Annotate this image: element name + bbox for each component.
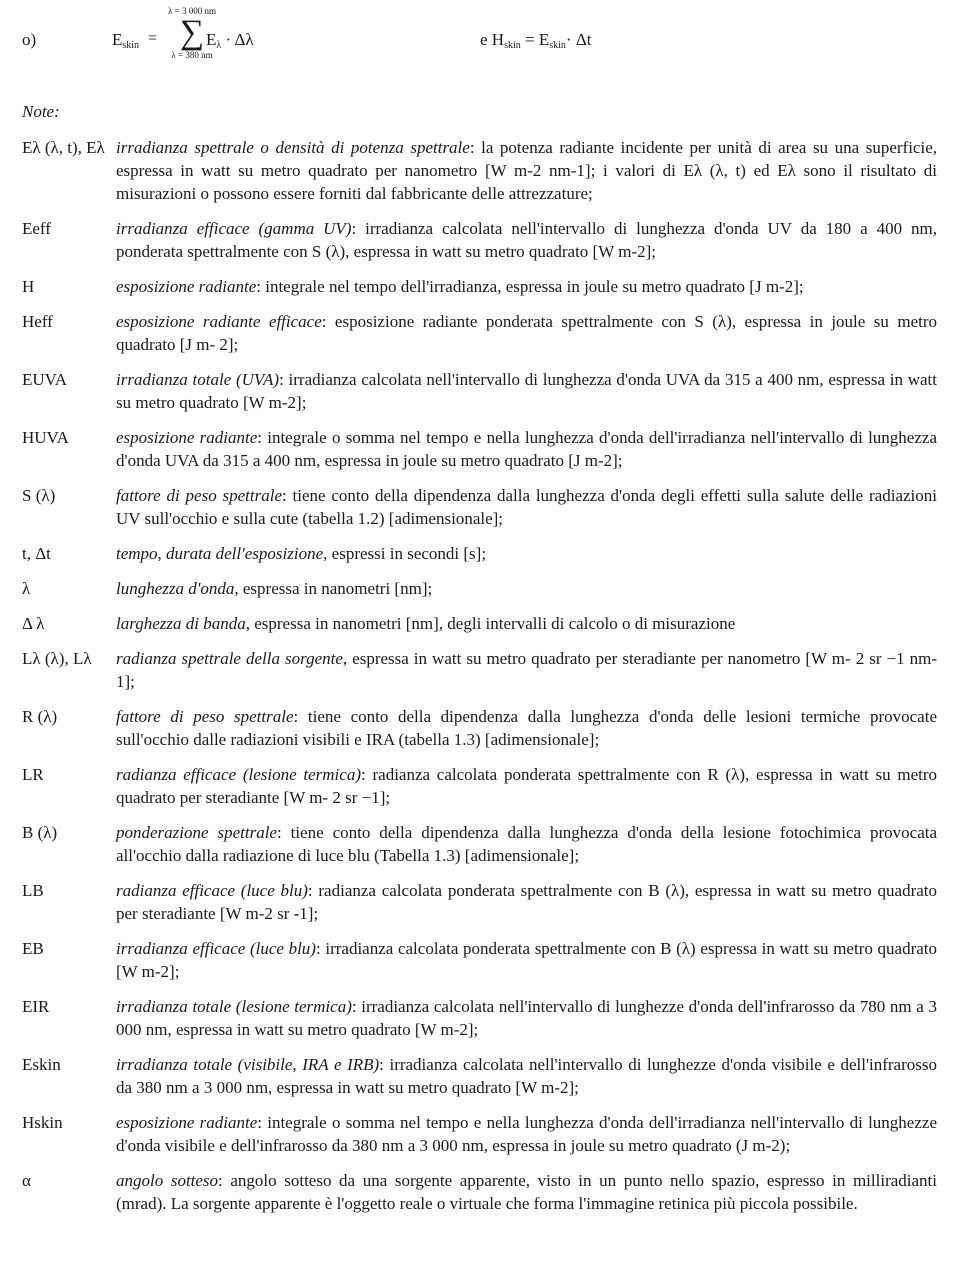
definition-item xyxy=(22,275,937,298)
definition-item xyxy=(22,136,937,205)
definition-text-block xyxy=(116,937,937,983)
definition-symbol: Eeff xyxy=(22,219,51,238)
definition-text-block xyxy=(116,879,937,925)
formula-second xyxy=(480,30,591,50)
formula-row xyxy=(0,0,957,80)
definition-term: fattore di peso spettrale xyxy=(116,486,282,505)
definition-term: tempo, durata dell'esposizione xyxy=(116,544,324,563)
definition-text: : la potenza radiante incidente per unità di area su una superficie, espressa in watt su metro quadrato per nanometro [W m-2 nm-1]; i valori di Eλ (λ, t) ed Eλ sono il risultato di misurazioni o possono essere forniti dal fabbricante delle attrezzature; xyxy=(116,138,937,203)
definition-text-block xyxy=(116,763,937,809)
definition-term: lunghezza d'onda xyxy=(116,579,235,598)
definition-text-block xyxy=(116,368,937,414)
summand-subscript: λ xyxy=(216,40,222,51)
definition-text-block xyxy=(116,217,937,263)
formula-lhs-subscript: skin xyxy=(122,40,140,51)
definition-text: : esposizione radiante ponderata spettralmente con S (λ), espressa in joule su metro quadrato [J m- 2]; xyxy=(116,312,937,354)
summation-upper-limit: λ = 3 000 nm xyxy=(168,6,216,16)
definition-term: angolo sotteso xyxy=(116,1171,219,1190)
second-sub-2: skin xyxy=(549,40,566,51)
definition-text-block xyxy=(116,647,937,693)
definition-text: : radianza calcolata ponderata spettralmente con B (λ), espressa in watt su metro quadrato per steradiante [W m-2 sr -1]; xyxy=(116,881,938,923)
definition-text: : irradianza calcolata ponderata spettralmente con B (λ) espressa in watt su metro quadrato [W m-2]; xyxy=(116,939,937,981)
definition-text-block xyxy=(116,426,937,472)
summation-sign: ∑ xyxy=(179,14,205,51)
second-sub-1: skin xyxy=(504,40,521,51)
definition-term: larghezza di banda xyxy=(116,614,246,633)
definition-item xyxy=(22,1111,937,1157)
definition-text-block xyxy=(116,542,937,565)
definition-item xyxy=(22,763,937,809)
definition-item xyxy=(22,821,937,867)
definition-symbol: LB xyxy=(22,881,44,900)
definition-term: fattore di peso spettrale xyxy=(116,707,294,726)
formula-summand xyxy=(206,30,254,50)
definition-text-block xyxy=(116,612,937,635)
definition-text-block xyxy=(116,995,937,1041)
definition-symbol: EUVA xyxy=(22,370,68,389)
definition-text: : integrale nel tempo dell'irradianza, espressa in joule su metro quadrato [J m-2]; xyxy=(256,277,804,296)
definition-text: : integrale o somma nel tempo e nella lunghezza d'onda dell'irradianza nell'intervallo di lunghezze d'onda visibile e dell'infrarosso da 380 nm a 3 000 nm, espressa in joule su metro quadrato (J m-2); xyxy=(116,1113,937,1155)
definition-text: : tiene conto della dipendenza dalla lunghezza d'onda delle lesioni termiche provocate sull'occhio dalle radiazioni visibili e IRA (tabella 1.3) [adimensionale]; xyxy=(116,707,937,749)
definition-item xyxy=(22,705,937,751)
definition-symbol: H xyxy=(22,277,35,296)
formula-lhs xyxy=(112,30,139,50)
definition-text: : integrale o somma nel tempo e nella lunghezza d'onda dell'irradianza nell'intervallo di lunghezza d'onda UVA da 315 a 400 nm, espressa in joule su metro quadrato [J m-2]; xyxy=(116,428,937,470)
second-mid: = E xyxy=(520,30,550,49)
definition-term: esposizione radiante xyxy=(116,277,257,296)
summation-lower-limit: λ = 380 nm xyxy=(171,50,213,60)
definition-text-block xyxy=(116,1169,937,1215)
definition-term: irradianza totale (visibile, IRA e IRB) xyxy=(116,1055,380,1074)
definition-item xyxy=(22,937,937,983)
definition-term: esposizione radiante xyxy=(116,1113,258,1132)
definition-item xyxy=(22,217,937,263)
definition-symbol: Heff xyxy=(22,312,53,331)
definition-symbol: Eskin xyxy=(22,1055,61,1074)
definition-term: irradianza totale (UVA) xyxy=(116,370,280,389)
definition-item xyxy=(22,484,937,530)
definition-text-block xyxy=(116,136,937,205)
definition-symbol: Lλ (λ), Lλ xyxy=(22,649,92,668)
definition-text-block xyxy=(116,1111,937,1157)
definition-text: , espressa in watt su metro quadrato per steradiante per nanometro [W m- 2 sr −1 nm-1]; xyxy=(116,649,937,691)
definition-term: irradianza efficace (gamma UV) xyxy=(116,219,352,238)
definition-symbol: λ xyxy=(22,579,31,598)
definition-term: ponderazione spettrale xyxy=(116,823,277,842)
second-suffix: · Δt xyxy=(565,30,592,49)
definition-item xyxy=(22,1169,937,1215)
definition-symbol: EB xyxy=(22,939,44,958)
definition-text-block xyxy=(116,275,937,298)
definition-symbol: B (λ) xyxy=(22,823,58,842)
definition-symbol: S (λ) xyxy=(22,486,56,505)
definition-term: radianza efficace (lesione termica) xyxy=(116,765,361,784)
definition-text-block xyxy=(116,821,937,867)
definitions-list xyxy=(22,136,937,1215)
definition-symbol: R (λ) xyxy=(22,707,58,726)
definition-text: : radianza calcolata ponderata spettralmente con R (λ), espressa in watt su metro quadrato per steradiante [W m- 2 sr −1]; xyxy=(116,765,937,807)
definition-item xyxy=(22,647,937,693)
definition-text-block xyxy=(116,1053,937,1099)
definition-text: , espressi in secondi [s]; xyxy=(323,544,487,563)
definition-item xyxy=(22,542,937,565)
definition-term: radianza efficace (luce blu) xyxy=(116,881,308,900)
definition-term: esposizione radiante efficace xyxy=(116,312,322,331)
definition-item xyxy=(22,612,937,635)
definition-symbol: LR xyxy=(22,765,44,784)
definition-text: : tiene conto della dipendenza dalla lunghezza d'onda della lesione fotochimica provocata all'occhio dalla radiazione di luce blu (Tabella 1.3) [adimensionale]; xyxy=(116,823,938,865)
definition-term: radianza spettrale della sorgente xyxy=(116,649,343,668)
definition-symbol: EIR xyxy=(22,997,50,1016)
definition-text-block xyxy=(116,705,937,751)
formula-label: o) xyxy=(22,30,37,49)
definition-item xyxy=(22,879,937,925)
definition-item xyxy=(22,310,937,356)
definition-text: , espressa in nanometri [nm]; xyxy=(234,579,433,598)
definition-text: : irradianza calcolata nell'intervallo di lunghezze d'onda dell'infrarosso da 780 nm a 3 000 nm, espressa in watt su metro quadrato [W m-2]; xyxy=(116,997,937,1039)
definition-symbol: HUVA xyxy=(22,428,69,447)
definition-symbol: α xyxy=(22,1171,31,1190)
definition-symbol: Δ λ xyxy=(22,614,45,633)
definition-text: , espressa in nanometri [nm], degli intervalli di calcolo o di misurazione xyxy=(245,614,736,633)
definition-symbol: Eλ (λ, t), Eλ xyxy=(22,138,105,157)
definition-term: irradianza efficace (luce blu) xyxy=(116,939,316,958)
definition-term: esposizione radiante xyxy=(116,428,258,447)
formula-equals: = xyxy=(148,30,158,47)
definition-item xyxy=(22,577,937,600)
summand-factor: · Δλ xyxy=(221,30,254,49)
definition-term: irradianza totale (lesione termica) xyxy=(116,997,352,1016)
definition-text: : irradianza calcolata nell'intervallo di lunghezza d'onda UVA da 315 a 400 nm, espressa in watt su metro quadrato [W m-2]; xyxy=(116,370,937,412)
definition-text: : tiene conto della dipendenza dalla lunghezza d'onda degli effetti sulla salute delle radiazioni UV sull'occhio e sulla cute (tabella 1.2) [adimensionale]; xyxy=(116,486,938,528)
definition-text-block xyxy=(116,484,937,530)
summand-symbol: E xyxy=(206,30,217,49)
formula-lhs-symbol: E xyxy=(112,30,123,49)
definition-text: : irradianza calcolata nell'intervallo di lunghezza d'onda UV da 180 a 400 nm, ponderata spettralmente con S (λ), espressa in watt su metro quadrato [W m-2]; xyxy=(116,219,937,261)
definition-symbol: Hskin xyxy=(22,1113,63,1132)
definition-symbol: t, Δt xyxy=(22,544,51,563)
notes-title: Note: xyxy=(22,102,60,121)
definition-item xyxy=(22,368,937,414)
definition-item xyxy=(22,995,937,1041)
definition-text: : angolo sotteso da una sorgente apparente, visto in un punto nello spazio, espresso in milliradianti (mrad). La sorgente apparente è l'oggetto reale o virtuale che forma l'immagine retinica più piccola possibile. xyxy=(116,1171,937,1213)
second-prefix: e H xyxy=(480,30,505,49)
definition-text: : irradianza calcolata nell'intervallo di lunghezze d'onda visibile e dell'infrarosso da 380 nm a 3 000 nm, espressa in watt su metro quadrato [W m-2]; xyxy=(116,1055,937,1097)
definition-item xyxy=(22,1053,937,1099)
definition-item xyxy=(22,426,937,472)
definition-term: irradianza spettrale o densità di potenza spettrale xyxy=(116,138,470,157)
definition-text-block xyxy=(116,310,937,356)
definition-text-block xyxy=(116,577,937,600)
